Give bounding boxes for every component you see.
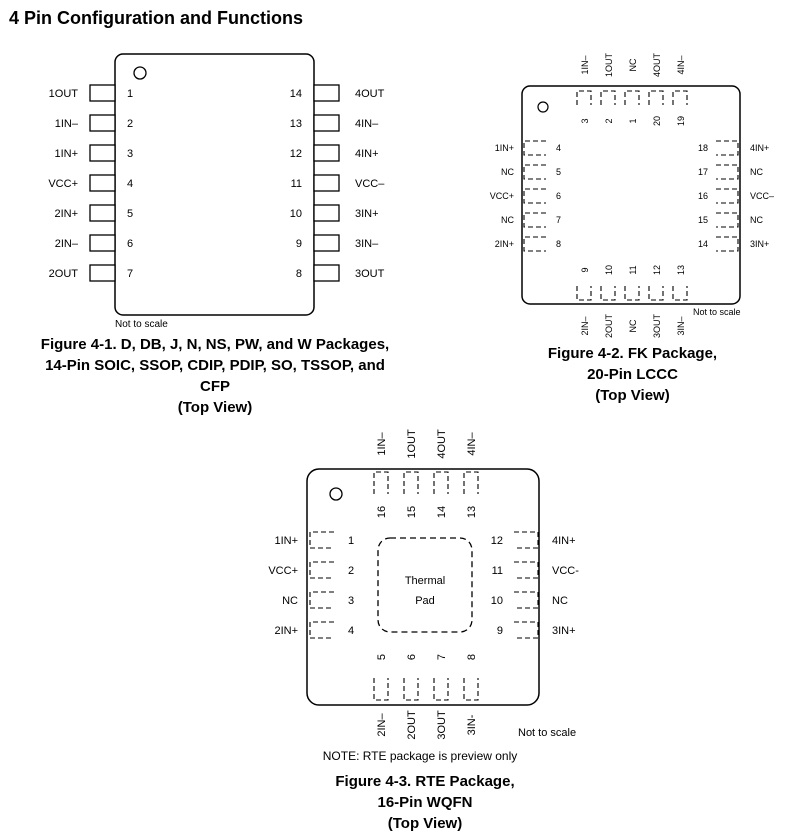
fig1-pin bbox=[314, 85, 339, 101]
fig1-pin bbox=[314, 205, 339, 221]
fig2-pin-number: 9 bbox=[580, 267, 590, 273]
fig3-scale-note: Not to scale bbox=[518, 727, 577, 739]
fig2-pin-name: 4IN+ bbox=[750, 143, 770, 153]
fig3-pin-number: 10 bbox=[490, 595, 503, 607]
fig3-pin-number: 2 bbox=[348, 565, 355, 577]
fig3-pin-number: 7 bbox=[436, 653, 448, 661]
fig3-pin-number: 15 bbox=[406, 505, 418, 519]
fig2-pin-name: 2IN– bbox=[580, 316, 590, 336]
fig1-caption-line: Figure 4-1. D, DB, J, N, NS, PW, and W Packages, bbox=[40, 336, 390, 353]
fig2-lccc-diagram bbox=[490, 53, 774, 339]
fig3-pin-name: 1OUT bbox=[406, 429, 418, 459]
fig3-pin-name: 4IN+ bbox=[552, 535, 576, 547]
fig1-caption-line: CFP bbox=[200, 378, 230, 395]
fig3-pin-name: 2IN+ bbox=[274, 625, 298, 637]
fig3-caption-line: (Top View) bbox=[387, 815, 463, 832]
fig1-pin-number: 12 bbox=[289, 148, 302, 160]
fig2-pin-number: 3 bbox=[580, 118, 590, 124]
fig2-pin-name: NC bbox=[628, 58, 638, 72]
fig3-pin-name: 4IN– bbox=[466, 432, 478, 456]
fig1-pin-number: 8 bbox=[295, 268, 302, 280]
fig1-soic-diagram bbox=[48, 54, 385, 330]
fig2-pin-number: 1 bbox=[628, 118, 638, 124]
fig2-pin-number: 4 bbox=[556, 143, 562, 153]
fig3-pin-name: 1IN+ bbox=[274, 535, 298, 547]
fig3-pin-name: NC bbox=[552, 595, 568, 607]
fig3-pin-name: 4OUT bbox=[436, 429, 448, 459]
fig2-pin-name: 4OUT bbox=[652, 52, 662, 78]
fig2-scale-note: Not to scale bbox=[693, 307, 741, 317]
fig3-thermal-pad-label-1: Thermal bbox=[404, 575, 446, 587]
fig2-pin-name: NC bbox=[750, 167, 763, 177]
fig1-pin-number: 10 bbox=[289, 208, 302, 220]
fig1-pin-number: 9 bbox=[295, 238, 302, 250]
fig1-pin bbox=[90, 85, 115, 101]
fig1-pin-number: 14 bbox=[289, 88, 302, 100]
fig3-pin-number: 4 bbox=[348, 625, 355, 637]
fig1-pin-name: 1IN+ bbox=[54, 148, 78, 160]
fig2-pin-name: 3IN– bbox=[676, 316, 686, 336]
fig1-caption bbox=[10, 334, 420, 418]
fig1-pin-name: VCC– bbox=[355, 178, 385, 190]
fig1-pin bbox=[90, 175, 115, 191]
fig2-pin-name: 1IN– bbox=[580, 55, 590, 75]
fig1-caption-line: 14-Pin SOIC, SSOP, CDIP, PDIP, SO, TSSOP, and bbox=[45, 357, 385, 374]
fig3-pin-name: VCC+ bbox=[268, 565, 298, 577]
fig2-pin-number: 17 bbox=[697, 167, 708, 177]
fig3-pin-number: 8 bbox=[466, 653, 478, 661]
fig2-pin-number: 11 bbox=[628, 265, 638, 275]
fig2-pin-number: 20 bbox=[652, 115, 662, 127]
fig3-pin-name: 2OUT bbox=[406, 710, 418, 740]
fig2-pin-name: NC bbox=[750, 215, 763, 225]
fig2-pin-number: 14 bbox=[697, 239, 708, 249]
fig3-pin-number: 6 bbox=[406, 653, 418, 661]
fig1-pin-name: 3OUT bbox=[355, 268, 385, 280]
fig3-pin-name: VCC- bbox=[552, 565, 579, 577]
fig2-caption-line: Figure 4-2. FK Package, bbox=[547, 345, 718, 362]
fig1-pin-number: 1 bbox=[127, 88, 134, 100]
fig2-pin-name: NC bbox=[501, 215, 514, 225]
fig3-pin-number: 11 bbox=[491, 565, 503, 577]
fig1-pin-number: 3 bbox=[127, 148, 134, 160]
fig1-pin bbox=[90, 235, 115, 251]
fig2-pin-name: 2OUT bbox=[604, 313, 614, 339]
fig2-pin-number: 18 bbox=[697, 143, 708, 153]
fig1-pin-number: 7 bbox=[127, 268, 134, 280]
fig2-pin-name: NC bbox=[628, 319, 638, 333]
fig1-package-body bbox=[115, 54, 314, 315]
fig1-pin-number: 2 bbox=[127, 118, 134, 130]
fig3-caption-line: Figure 4-3. RTE Package, bbox=[335, 773, 515, 790]
fig2-pin-name: 1IN+ bbox=[494, 143, 514, 153]
fig2-caption-line: 20-Pin LCCC bbox=[587, 366, 678, 383]
fig2-pin-number: 7 bbox=[556, 215, 562, 225]
fig3-caption bbox=[305, 771, 545, 834]
fig2-pin-name: 3OUT bbox=[652, 313, 662, 339]
fig1-pin-name: 2IN– bbox=[54, 238, 78, 250]
fig1-pin-number: 5 bbox=[127, 208, 134, 220]
fig1-pin-name: 3IN+ bbox=[355, 208, 379, 220]
fig2-pin-number: 19 bbox=[676, 115, 686, 127]
fig2-pin-number: 10 bbox=[604, 264, 614, 276]
fig2-pin-name: 4IN– bbox=[676, 55, 686, 75]
fig1-pin bbox=[90, 115, 115, 131]
fig2-pin-number: 13 bbox=[676, 264, 686, 276]
fig1-pin-name: 4IN– bbox=[355, 118, 379, 130]
fig3-note: NOTE: RTE package is preview only bbox=[322, 749, 518, 763]
fig2-pin-number: 16 bbox=[697, 191, 708, 201]
fig3-pin-number: 9 bbox=[496, 625, 503, 637]
fig1-pin-name: 1IN– bbox=[54, 118, 78, 130]
fig3-pin-number: 5 bbox=[376, 653, 388, 661]
fig1-pin-number: 13 bbox=[289, 118, 302, 130]
fig2-pin-number: 2 bbox=[604, 118, 614, 124]
fig1-pin-name: 3IN– bbox=[355, 238, 379, 250]
fig1-pin bbox=[314, 115, 339, 131]
fig2-pin-name: 3IN+ bbox=[750, 239, 770, 249]
fig3-pin-number: 3 bbox=[348, 595, 355, 607]
fig1-pin-name: 4IN+ bbox=[355, 148, 379, 160]
fig1-pin-number: 6 bbox=[127, 238, 134, 250]
fig3-thermal-pad-label-2: Pad bbox=[415, 595, 435, 607]
fig1-pin-name: 4OUT bbox=[355, 88, 385, 100]
fig1-caption-line: (Top View) bbox=[177, 399, 253, 416]
fig1-pin-name: 2IN+ bbox=[54, 208, 78, 220]
fig1-pin-name: VCC+ bbox=[48, 178, 78, 190]
fig3-pin-name: NC bbox=[282, 595, 298, 607]
fig1-pin bbox=[314, 235, 339, 251]
fig2-pin-name: NC bbox=[501, 167, 514, 177]
fig3-wqfn-diagram bbox=[268, 429, 579, 740]
fig3-package-body bbox=[307, 469, 539, 705]
fig1-pin bbox=[90, 145, 115, 161]
fig1-pin-name: 1OUT bbox=[48, 88, 78, 100]
fig3-pin-number: 12 bbox=[490, 535, 503, 547]
fig3-pin-name: 1IN– bbox=[376, 432, 388, 456]
fig1-pin-number: 4 bbox=[127, 178, 134, 190]
fig2-caption-line: (Top View) bbox=[595, 387, 670, 404]
fig2-pin-name: 2IN+ bbox=[494, 239, 514, 249]
fig1-pin bbox=[314, 265, 339, 281]
fig3-pin-name: 2IN– bbox=[376, 713, 388, 737]
fig2-pin-number: 5 bbox=[556, 167, 562, 177]
fig3-pin-number: 13 bbox=[466, 505, 478, 519]
fig2-caption bbox=[520, 343, 745, 406]
page-title: 4 Pin Configuration and Functions bbox=[9, 8, 303, 28]
fig2-pin-name: VCC+ bbox=[489, 191, 514, 201]
fig3-pin-number: 14 bbox=[436, 505, 448, 519]
fig2-pin-number: 12 bbox=[652, 264, 662, 276]
fig2-pin-number: 6 bbox=[556, 191, 562, 201]
fig3-pin-number: 16 bbox=[376, 505, 388, 519]
fig3-pin-name: 3IN+ bbox=[552, 625, 576, 637]
fig1-pin-name: 2OUT bbox=[48, 268, 78, 280]
fig1-pin bbox=[90, 265, 115, 281]
fig1-pin bbox=[90, 205, 115, 221]
fig1-pin-number: 11 bbox=[290, 178, 302, 190]
fig2-pin-name: VCC– bbox=[750, 191, 775, 201]
fig3-caption-line: 16-Pin WQFN bbox=[377, 794, 473, 811]
fig1-pin bbox=[314, 175, 339, 191]
fig1-scale-note: Not to scale bbox=[115, 319, 168, 330]
fig2-pin-number: 8 bbox=[556, 239, 562, 249]
fig3-pin-name: 3IN- bbox=[466, 714, 478, 736]
fig1-pin bbox=[314, 145, 339, 161]
fig3-pin-name: 3OUT bbox=[436, 710, 448, 740]
fig2-pin-name: 1OUT bbox=[604, 52, 614, 78]
fig3-pin-number: 1 bbox=[348, 535, 355, 547]
fig2-pin-number: 15 bbox=[697, 215, 708, 225]
